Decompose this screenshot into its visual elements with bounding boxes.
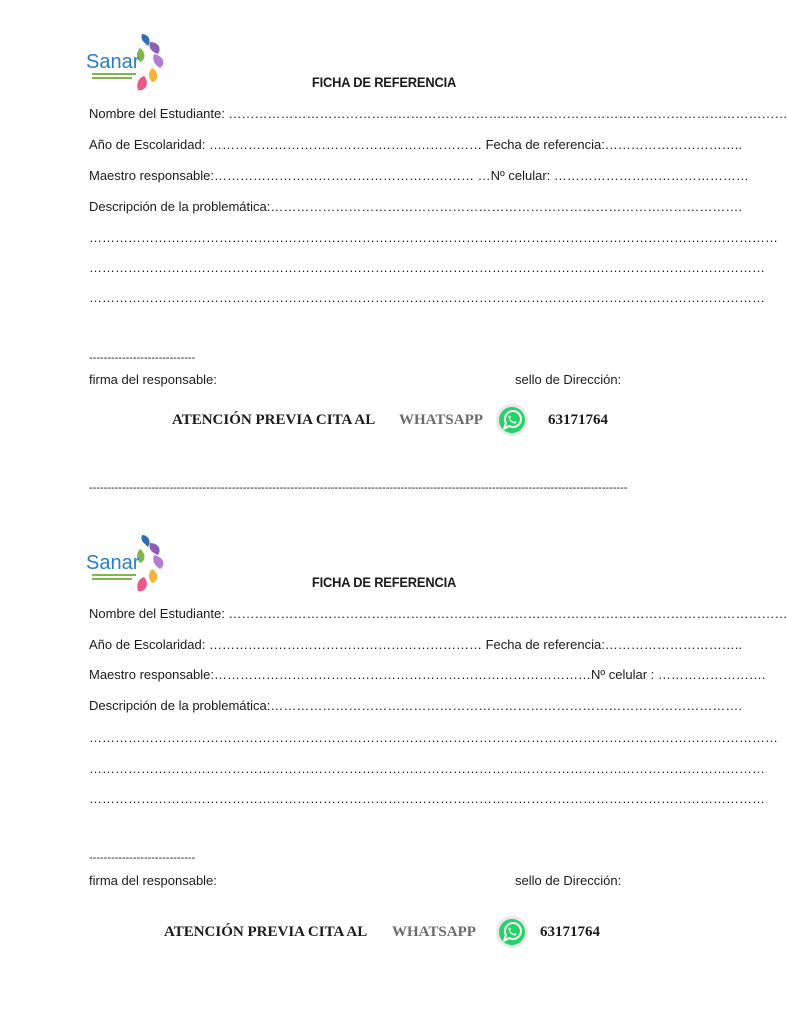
description-line[interactable]: ……………………………………………………………………………………………………………………………………………: [89, 730, 778, 745]
description-line[interactable]: …………………………………………………………………………………………………………………………………………: [89, 260, 765, 275]
phone-number: 63171764: [548, 412, 608, 428]
whatsapp-label: WHATSAPP: [399, 412, 483, 428]
signature-line: -----------------------------: [89, 352, 196, 364]
description-line[interactable]: …………………………………………………………………………………………………………………………………………: [89, 761, 765, 776]
contact-line: [0, 915, 768, 951]
student-name-field[interactable]: Nombre del Estudiante: …………………………………………………………………………………………………………………: [89, 106, 787, 121]
appointment-text: ATENCIÓN PREVIA CITA AL: [172, 412, 376, 428]
contact-line: [0, 403, 768, 439]
stamp-label: sello de Dirección:: [515, 873, 622, 888]
signature-line: -----------------------------: [89, 852, 196, 864]
whatsapp-icon: [495, 403, 529, 437]
school-year-field[interactable]: Año de Escolaridad: ……………………………………………………… Fecha de referencia:…………………………..: [89, 637, 743, 652]
description-line[interactable]: …………………………………………………………………………………………………………………………………………: [89, 791, 765, 806]
description-line[interactable]: ……………………………………………………………………………………………………………………………………………: [89, 230, 778, 245]
teacher-field[interactable]: Maestro responsable:…………………………………………………… …Nº celular: ………………………………………: [89, 168, 749, 183]
svg-text:Sanar: Sanar: [86, 552, 140, 574]
school-year-field[interactable]: Año de Escolaridad: ……………………………………………………… Fecha de referencia:…………………………..: [89, 137, 743, 152]
svg-text:Sanar: Sanar: [86, 51, 140, 73]
form-title: FICHA DE REFERENCIA: [311, 574, 457, 590]
whatsapp-label: WHATSAPP: [392, 924, 476, 940]
form-title: FICHA DE REFERENCIA: [311, 74, 457, 90]
whatsapp-icon: [495, 915, 529, 949]
signature-label: firma del responsable:: [89, 372, 217, 387]
problem-description-field[interactable]: Descripción de la problemática:……………………………………………………………………………………………….: [89, 199, 742, 214]
appointment-text: ATENCIÓN PREVIA CITA AL: [164, 924, 368, 940]
stamp-label: sello de Dirección:: [515, 372, 622, 387]
teacher-field[interactable]: Maestro responsable:……………………………………………………………………………Nº celular : …………………….: [89, 667, 766, 682]
phone-number: 63171764: [540, 924, 600, 940]
signature-label: firma del responsable:: [89, 873, 217, 888]
problem-description-field[interactable]: Descripción de la problemática:……………………………………………………………………………………………….: [89, 698, 742, 713]
cut-separator: ---------------------------------------------------------------------------------------------------------------------------------------------------: [89, 482, 628, 494]
description-line[interactable]: …………………………………………………………………………………………………………………………………………: [89, 290, 765, 305]
student-name-field[interactable]: Nombre del Estudiante: …………………………………………………………………………………………………………………: [89, 606, 787, 621]
